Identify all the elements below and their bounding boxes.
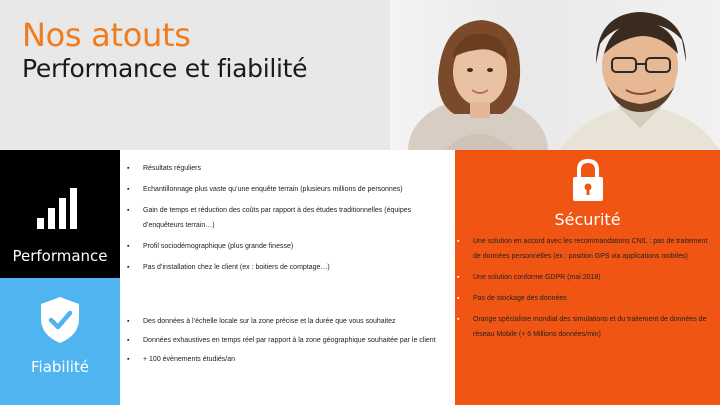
performance-list [125,161,425,281]
performance-label: Performance [12,247,108,265]
list-item: ▪ Données exhaustives en temps réel par rapport à la zone géographique souhaitée par le client [125,333,445,348]
performance-tile [0,150,120,278]
page-title: Nos atouts [22,16,191,54]
fiabilite-label: Fiabilité [30,358,90,376]
bar-chart-icon [36,186,80,235]
securite-panel [455,150,720,405]
securite-label: Sécurité [554,210,621,229]
padlock-icon [571,158,605,207]
list-item: ▪ Gain de temps et réduction des coûts par rapport à des études traditionnelles (équipes d’enquêteurs terrain…) [125,203,425,233]
list-item: ▪ Pas de stockage des données [455,291,713,306]
list-item: ▪ Echantillonnage plus vaste qu’une enquête terrain (plusieurs millions de personnes) [125,182,425,197]
list-item: ▪ Une solution en accord avec les recommandations CNIL : pas de traitement de données personnelles (ex : position GPS via applications mobiles) [455,234,713,264]
list-item: ▪ + 100 évènements étudiés/an [125,352,445,367]
list-item: ▪ Résultats réguliers [125,161,425,176]
list-item: ▪ Pas d’installation chez le client (ex : boitiers de comptage…) [125,260,425,275]
shield-check-icon [38,295,82,350]
list-item: ▪ Profil sociodémographique (plus grande finesse) [125,239,425,254]
fiabilite-tile [0,278,120,405]
team-photo [390,0,720,150]
page-subtitle: Performance et fiabilité [22,54,308,83]
list-item: ▪ Des données à l’échelle locale sur la zone précise et la durée que vous souhaitez [125,314,445,329]
list-item: ▪ Orange spécialiste mondial des simulations et du traitement de données de réseau Mobile (+ 6 Millions données/min) [455,312,713,342]
securite-list [455,234,713,348]
list-item: ▪ Une solution conforme GDPR (mai 2018) [455,270,713,285]
fiabilite-list [125,314,445,371]
